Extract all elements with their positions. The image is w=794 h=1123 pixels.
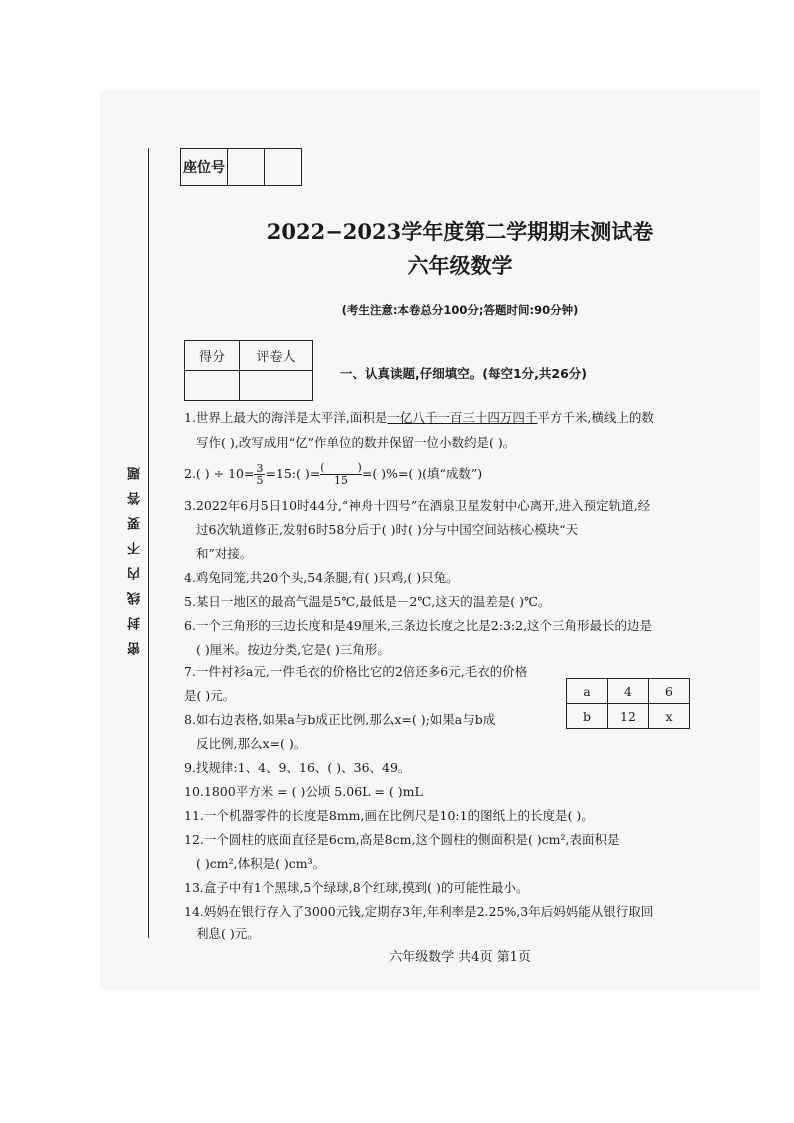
question-3-line3: 和”对接。: [196, 546, 253, 561]
binding-line: [148, 148, 149, 938]
question-10: 10.1800平方米 = ( )公顷 5.06L = ( )mL: [184, 784, 423, 799]
exam-subject: 六年级数学: [407, 253, 513, 278]
underlined-number: 一亿八千一百三十四万四千: [387, 410, 538, 425]
question-1-line2: 写作( ),改写成用“亿”作单位的数并保留一位小数约是( )。: [196, 435, 516, 450]
question-11: 11.一个机器零件的长度是8mm,画在比例尺是10:1的图纸上的长度是( )。: [184, 808, 594, 823]
ratio-cell: 6: [649, 679, 690, 704]
ratio-table: [566, 678, 690, 729]
ratio-cell: 4: [608, 679, 649, 704]
question-12-line2: ( )cm²,体积是( )cm³。: [196, 856, 326, 871]
fraction: $\frac{3}{5}$: [256, 461, 264, 488]
page-footer: 六年级数学 共4页 第1页: [389, 950, 531, 965]
seat-label: 座位号: [181, 149, 228, 186]
score-cell[interactable]: [185, 371, 240, 401]
exam-notice: (考生注意:本卷总分100分;答题时间:90分钟): [341, 303, 579, 317]
seal-line-note: 密封线内不要答题: [128, 455, 143, 655]
seat-number-box: [180, 148, 302, 186]
seat-digit-box[interactable]: [265, 149, 302, 186]
question-3-line2: 过6次轨道修正,发射6时58分后于( )时( )分与中国空间站核心模块“天: [196, 522, 579, 537]
question-8-line1: 8.如右边表格,如果a与b成正比例,那么x=( );如果a与b成: [184, 712, 496, 727]
question-3-line1: 3.2022年6月5日10时44分,“神舟十四号”在酒泉卫星发射中心离开,进入预定轨道,经: [184, 498, 651, 513]
exam-title: 2022−2023学年度第二学期期末测试卷: [266, 219, 654, 244]
section-heading: 一、认真读题,仔细填空。(每空1分,共26分): [340, 366, 588, 381]
question-6-line2: ( )厘米。按边分类,它是( )三角形。: [196, 642, 390, 657]
score-table: [184, 340, 313, 401]
ratio-cell: a: [567, 679, 608, 704]
seat-digit-box[interactable]: [228, 149, 265, 186]
question-7-line1: 7.一件衬衫a元,一件毛衣的价格比它的2倍还多6元,毛衣的价格: [184, 664, 528, 679]
question-2: 2.( ) ÷ 10= $\frac{3}{5}$ =15:( )= ( ) 15 =( )%=( )(填“成数”): [184, 461, 483, 488]
question-9: 9.找规律:1、4、9、16、( )、36、49。: [184, 760, 411, 775]
question-1-line1: 1.世界上最大的海洋是太平洋,面积是一亿八千一百三十四万四千平方千米,横线上的数: [184, 410, 654, 425]
question-4: 4.鸡兔同笼,共20个头,54条腿,有( )只鸡,( )只兔。: [184, 570, 459, 585]
grader-header: 评卷人: [240, 341, 313, 371]
question-7-line2: 是( )元。: [184, 688, 236, 703]
question-13: 13.盒子中有1个黑球,5个绿球,8个红球,摸到( )的可能性最小。: [184, 880, 529, 895]
question-14-line1: 14.妈妈在银行存入了3000元钱,定期存3年,年利率是2.25%,3年后妈妈能从银行取回: [184, 904, 654, 919]
ratio-cell: b: [567, 704, 608, 729]
ratio-cell: x: [649, 704, 690, 729]
score-header: 得分: [185, 341, 240, 371]
question-14-line2: 利息( )元。: [196, 926, 260, 941]
grader-cell[interactable]: [240, 371, 313, 401]
ratio-cell: 12: [608, 704, 649, 729]
blank-fraction: ( ) 15: [320, 461, 362, 488]
question-6-line1: 6.一个三角形的三边长度和是49厘米,三条边长度之比是2:3:2,这个三角形最长的边是: [184, 618, 653, 633]
question-8-line2: 反比例,那么x=( )。: [196, 736, 307, 751]
question-12-line1: 12.一个圆柱的底面直径是6cm,高是8cm,这个圆柱的侧面积是( )cm²,表面积是: [184, 832, 620, 847]
question-5: 5.某日一地区的最高气温是5℃,最低是－2℃,这天的温差是( )℃。: [184, 594, 551, 609]
